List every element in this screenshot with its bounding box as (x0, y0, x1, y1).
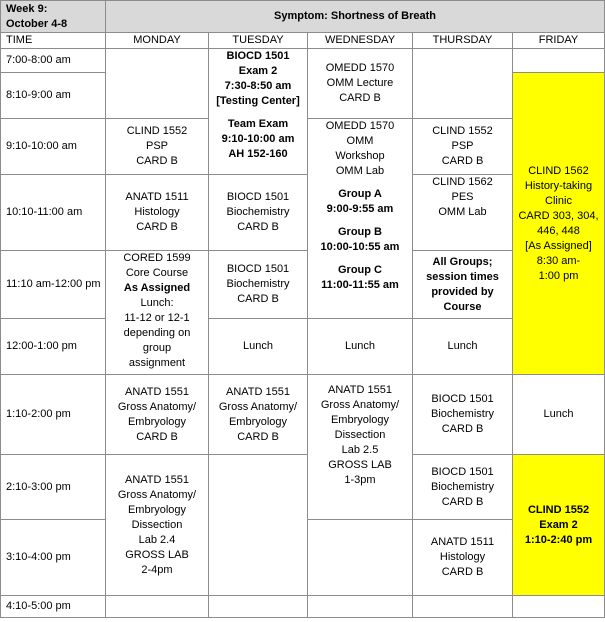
col-header-friday: FRIDAY (513, 33, 605, 49)
time-slot: 12:00-1:00 pm (1, 319, 106, 375)
wednesday-lunch: Lunch (308, 319, 413, 375)
header-row (1, 1, 605, 33)
wednesday-empty-3pm (308, 520, 413, 596)
tuesday-biocd1501-a: BIOCD 1501 Biochemistry CARD B (209, 175, 308, 251)
monday-empty-early (106, 49, 209, 119)
friday-clinic-block: CLIND 1562 History-taking Clinic CARD 303, 304, 446, 448 [As Assigned] 8:30 am- 1:00 pm (513, 73, 605, 375)
col-header-thursday: THURSDAY (413, 33, 513, 49)
friday-empty-7am (513, 49, 605, 73)
thursday-lunch: Lunch (413, 319, 513, 375)
monday-anatd1551: ANATD 1551 Gross Anatomy/ Embryology CARD B (106, 375, 209, 455)
time-slot: 4:10-5:00 pm (1, 596, 106, 618)
day-header-row (1, 33, 605, 49)
thursday-empty-early (413, 49, 513, 119)
time-slot: 9:10-10:00 am (1, 119, 106, 175)
thursday-clind1552: CLIND 1552 PSP CARD B (413, 119, 513, 175)
wednesday-omm-lecture: OMEDD 1570 OMM Lecture CARD B (308, 49, 413, 119)
tuesday-exam-block: BIOCD 1501 Exam 2 7:30-8:50 am [Testing Center] Team Exam 9:10-10:00 am AH 152-160 (209, 49, 308, 175)
time-slot: 8:10-9:00 am (1, 73, 106, 119)
time-slot: 1:10-2:00 pm (1, 375, 106, 455)
monday-anatd1511: ANATD 1511 Histology CARD B (106, 175, 209, 251)
tuesday-anatd1551: ANATD 1551 Gross Anatomy/ Embryology CARD B (209, 375, 308, 455)
week-label: Week 9: October 4-8 (1, 1, 106, 33)
row-1pm (1, 375, 605, 455)
wednesday-omm-workshop-groups: OMEDD 1570 OMM Workshop OMM Lab Group A 9:00-9:55 am Group B 10:00-10:55 am Group C 11:00-11:55 am (308, 119, 413, 319)
wednesday-anatd1551-lab: ANATD 1551 Gross Anatomy/ Embryology Dissection Lab 2.5 GROSS LAB 1-3pm (308, 375, 413, 520)
tuesday-empty-afternoon (209, 455, 308, 596)
time-slot: 7:00-8:00 am (1, 49, 106, 73)
monday-cored1599: CORED 1599 Core Course As Assigned Lunch: 11-12 or 12-1 depending on group assignment (106, 251, 209, 375)
time-slot: 10:10-11:00 am (1, 175, 106, 251)
monday-empty-4pm (106, 596, 209, 618)
thursday-biocd1501-b: BIOCD 1501 Biochemistry CARD B (413, 455, 513, 520)
tuesday-biocd1501-b: BIOCD 1501 Biochemistry CARD B (209, 251, 308, 319)
time-slot: 3:10-4:00 pm (1, 520, 106, 596)
time-slot: 2:10-3:00 pm (1, 455, 106, 520)
tuesday-empty-4pm (209, 596, 308, 618)
thursday-anatd1511: ANATD 1511 Histology CARD B (413, 520, 513, 596)
thursday-all-groups: All Groups; session times provided by Course (413, 251, 513, 319)
row-7am (1, 49, 605, 73)
friday-empty-4pm (513, 596, 605, 618)
monday-clind1552: CLIND 1552 PSP CARD B (106, 119, 209, 175)
wednesday-empty-4pm (308, 596, 413, 618)
time-slot: 11:10 am-12:00 pm (1, 251, 106, 319)
friday-lunch: Lunch (513, 375, 605, 455)
monday-anatd1551-lab: ANATD 1551 Gross Anatomy/ Embryology Dissection Lab 2.4 GROSS LAB 2-4pm (106, 455, 209, 596)
symptom-title: Symptom: Shortness of Breath (106, 1, 605, 33)
friday-clind1552-exam: CLIND 1552 Exam 2 1:10-2:40 pm (513, 455, 605, 596)
col-header-tuesday: TUESDAY (209, 33, 308, 49)
row-2pm (1, 455, 605, 520)
tuesday-lunch: Lunch (209, 319, 308, 375)
row-4pm (1, 596, 605, 618)
thursday-biocd1501-a: BIOCD 1501 Biochemistry CARD B (413, 375, 513, 455)
col-header-wednesday: WEDNESDAY (308, 33, 413, 49)
thursday-clind1562: CLIND 1562 PES OMM Lab (413, 175, 513, 251)
col-header-time: TIME (1, 33, 106, 49)
thursday-empty-4pm (413, 596, 513, 618)
col-header-monday: MONDAY (106, 33, 209, 49)
